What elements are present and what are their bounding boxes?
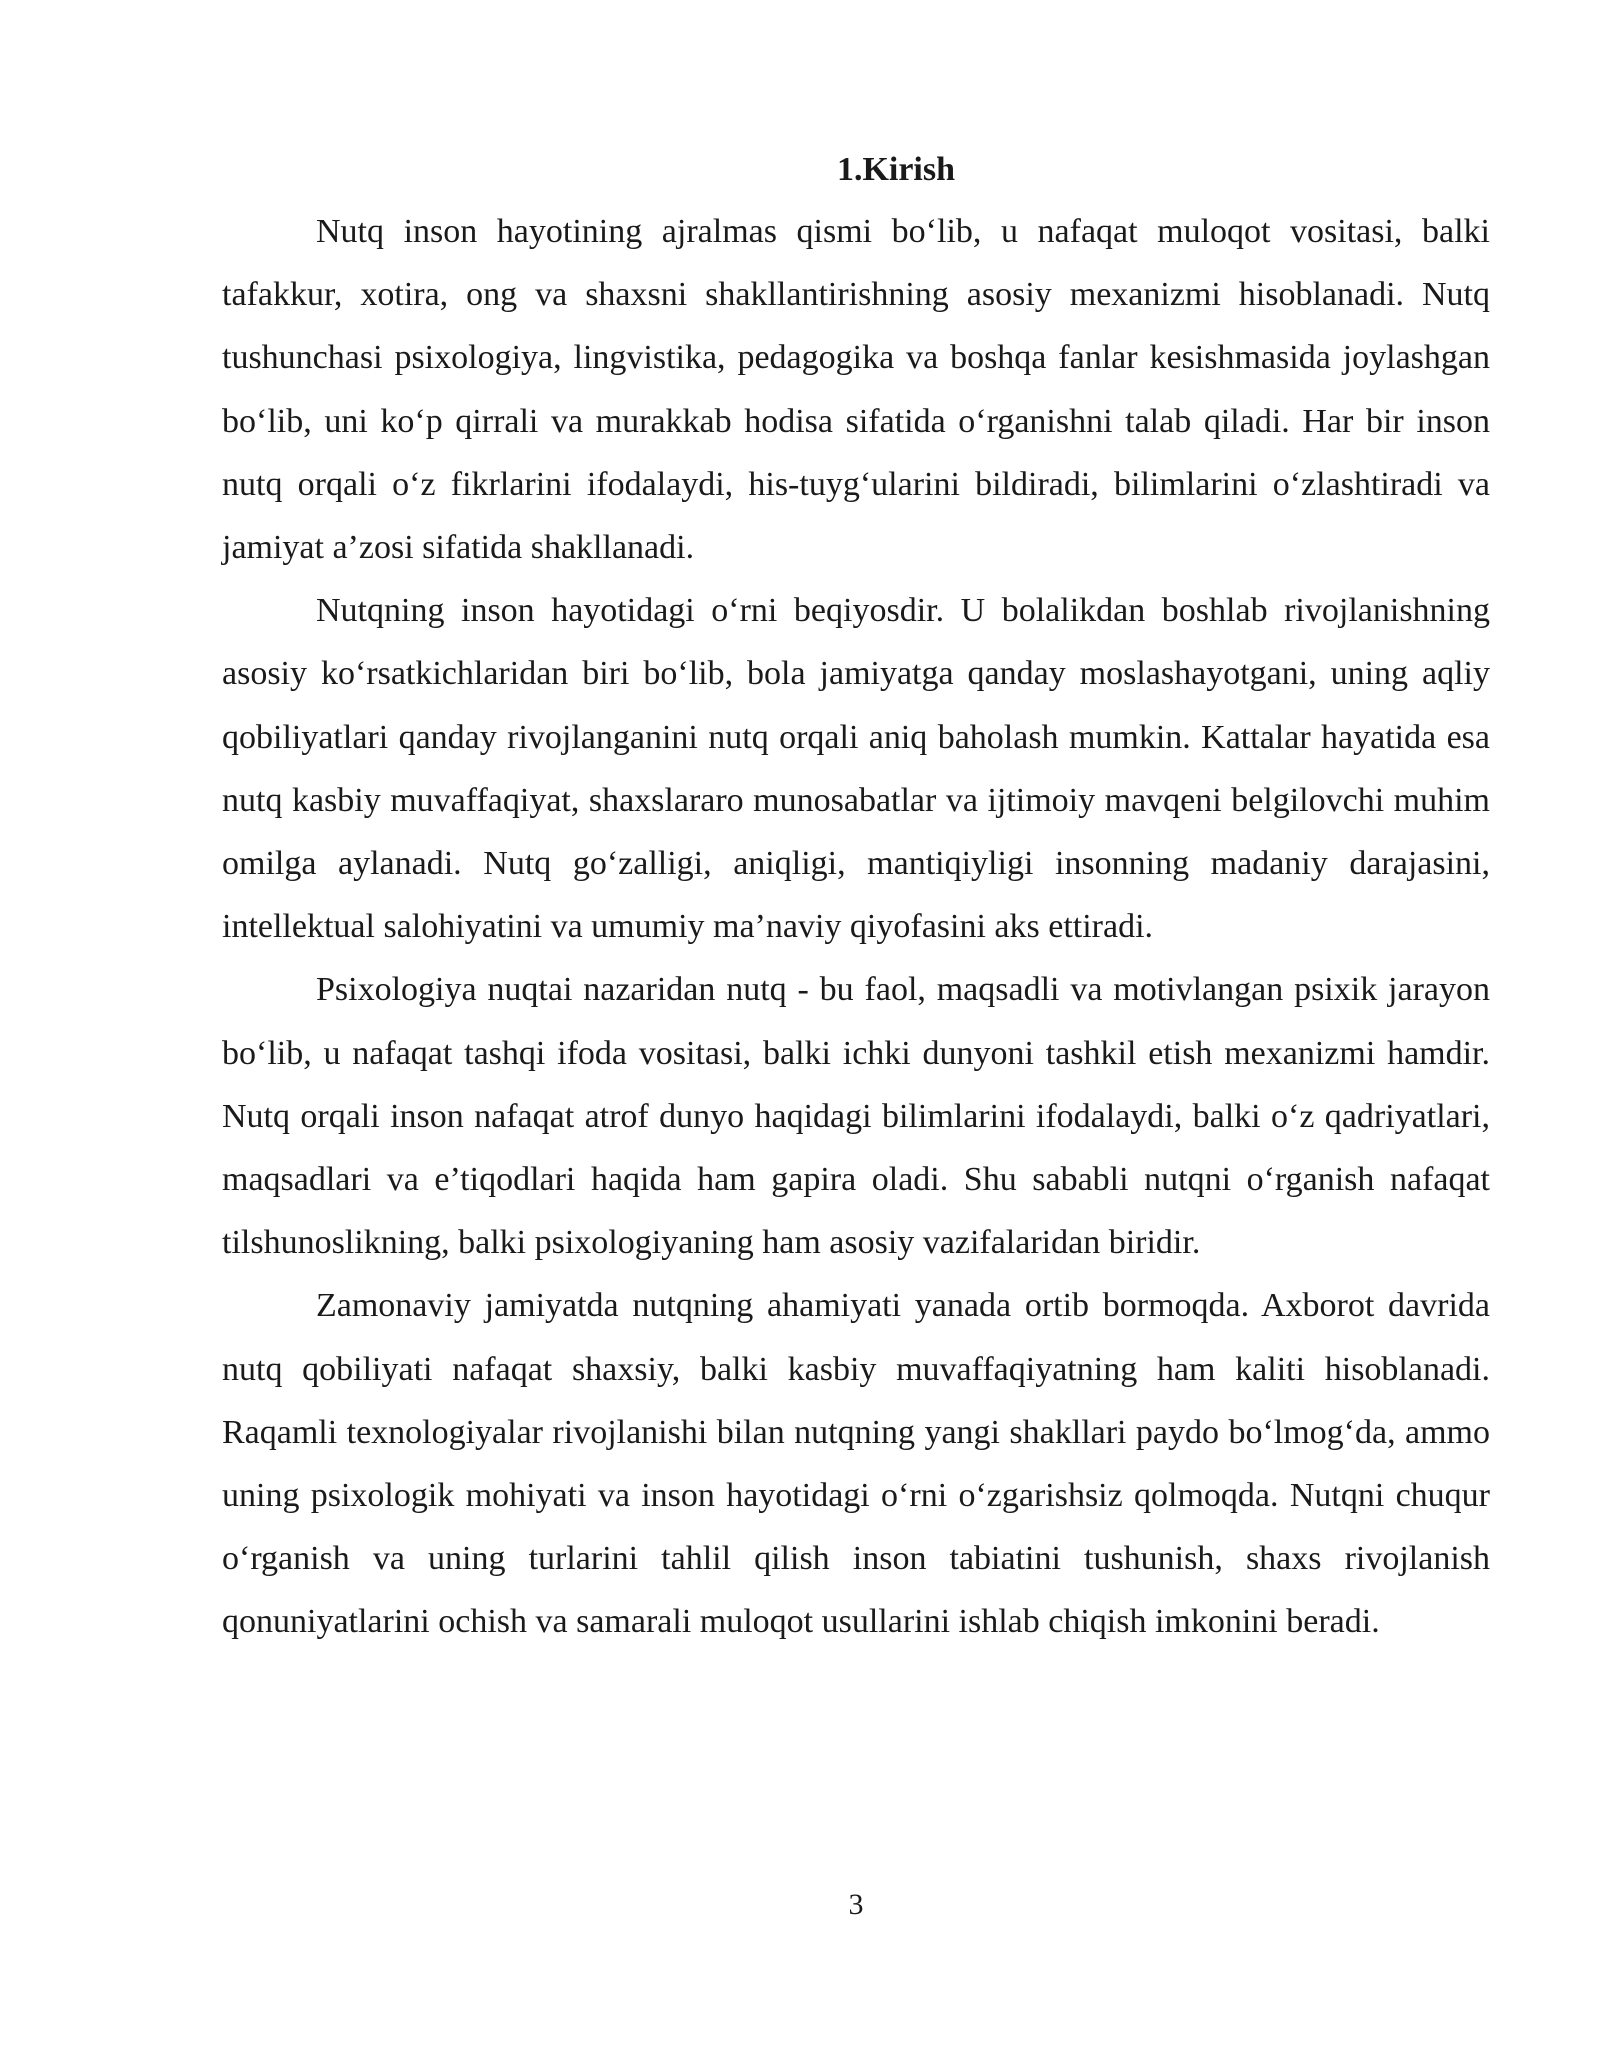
- page-number: 3: [848, 1888, 864, 1921]
- paragraph-1: Nutq inson hayotining ajralmas qismi bo‘lib, u nafaqat muloqot vositasi, balki tafakkur, xotira, ong va shaxsni shakllantirishning asosiy mexanizmi hisoblanadi. Nutq tushunchasi psixologiya, lingvistika, pedagogika va boshqa fanlar kesishmasida joylashgan bo‘lib, uni ko‘p qirrali va murakkab hodisa sifatida o‘rganishni talab qiladi. Har bir inson nutq orqali o‘z fikrlarini ifodalaydi, his-tuyg‘ularini bildiradi, bilimlarini o‘zlashtiradi va jamiyat a’zosi sifatida shakllanadi.: [222, 213, 1490, 567]
- document-body: [222, 146, 1490, 1654]
- paragraph-4: Zamonaviy jamiyatda nutqning ahamiyati yanada ortib bormoqda. Axborot davrida nutq qobiliyati nafaqat shaxsiy, balki kasbiy muvaffaqiyatning ham kaliti hisoblanadi. Raqamli texnologiyalar rivojlanishi bilan nutqning yangi shakllari paydo bo‘lmog‘da, ammo uning psixologik mohiyati va inson hayotidagi o‘rni o‘zgarishsiz qolmoqda. Nutqni chuqur o‘rganish va uning turlarini tahlil qilish inson tabiatini tushunish, shaxs rivojlanish qonuniyatlarini ochish va samarali muloqot usullarini ishlab chiqish imkonini beradi.: [222, 1287, 1490, 1641]
- paragraph-3: Psixologiya nuqtai nazaridan nutq - bu faol, maqsadli va motivlangan psixik jarayon bo‘lib, u nafaqat tashqi ifoda vositasi, balki ichki dunyoni tashkil etish mexanizmi hamdir. Nutq orqali inson nafaqat atrof dunyo haqidagi bilimlarini ifodalaydi, balki o‘z qadriyatlari, maqsadlari va e’tiqodlari haqida ham gapira oladi. Shu sababli nutqni o‘rganish nafaqat tilshunoslikning, balki psixologiyaning ham asosiy vazifalaridan biridir.: [222, 971, 1490, 1262]
- section-heading: 1.Kirish: [836, 151, 956, 188]
- paragraph-2: Nutqning inson hayotidagi o‘rni beqiyosdir. U bolalikdan boshlab rivojlanishning asosiy ko‘rsatkichlaridan biri bo‘lib, bola jamiyatga qanday moslashayotgani, uning aqliy qobiliyatlari qanday rivojlanganini nutq orqali aniq baholash mumkin. Kattalar hayatida esa nutq kasbiy muvaffaqiyat, shaxslararo munosabatlar va ijtimoiy mavqeni belgilovchi muhim omilga aylanadi. Nutq go‘zalligi, aniqligi, mantiqiyligi insonning madaniy darajasini, intellektual salohiyatini va umumiy ma’naviy qiyofasini aks ettiradi.: [222, 592, 1490, 946]
